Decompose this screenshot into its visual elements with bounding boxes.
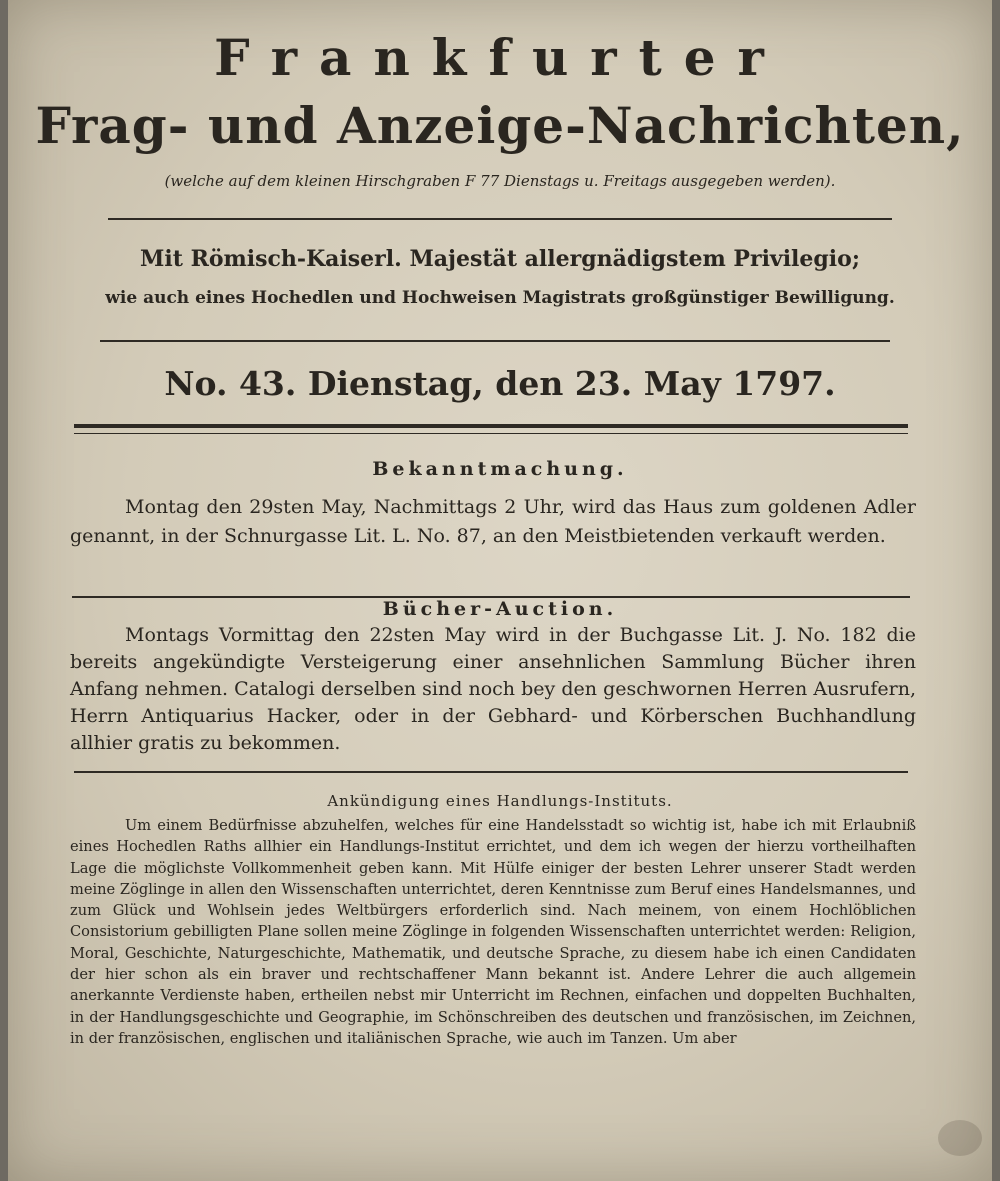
- divider-double-rule-top: [74, 424, 908, 428]
- section-text-bekanntmachung: Montag den 29sten May, Nachmittags 2 Uhr, wird das Haus zum goldenen Adler genannt, in der Schnurgasse Lit. L. No. 87, an den Meistbietenden verkauft werden.: [70, 496, 916, 547]
- masthead-subtitle: (welche auf dem kleinen Hirschgraben F 77 Dienstags u. Freitags ausgegeben werden).: [164, 172, 836, 190]
- divider-rule: [108, 218, 892, 220]
- divider-rule: [74, 771, 908, 773]
- section-text-buecher-auction: Montags Vormittag den 22sten May wird in der Buchgasse Lit. J. No. 182 die bereits angekündigte Versteigerung einer ansehnlichen Sammlung Bücher ihren Anfang nehmen. Catalogi derselben sind noch bey den geschwornen Herren Ausrufern, Herrn Antiquarius Hacker, oder in der Gebhard- und Körberschen Buchhandlung allhier gratis zu bekommen.: [70, 624, 916, 754]
- newspaper-page: [8, 0, 992, 1181]
- section-heading-buecher-auction: Bücher-Auction.: [382, 598, 618, 620]
- paper-stain: [938, 1120, 982, 1156]
- privilege-line-2: wie auch eines Hochedlen und Hochweisen Magistrats großgünstiger Bewilligung.: [105, 288, 895, 308]
- section-text-handlungs-institut: Um einem Bedürfnisse abzuhelfen, welches für eine Handelsstadt so wichtig ist, habe ich mit Erlaubniß eines Hochedlen Raths allhier ein Handlungs-Institut errichtet, und dem ich wegen der hierzu vortheilhaften Lage die möglichste Vollkommenheit geben kann. Mit Hülfe einiger der besten Lehrer unserer Stadt werden meine Zöglinge in allen den Wissenschaften unterrichtet, deren Kenntnisse zum Beruf eines Handelsmannes, und zum Glück und Wohlsein jedes Weltbürgers erforderlich sind. Nach meinem, von einem Hochlöblichen Consistorium gebilligten Plane sollen meine Zöglinge in folgenden Wissenschaften unterrichtet werden: Religion, Moral, Geschichte, Naturgeschichte, Mathematik, und deutsche Sprache, zu diesem habe ich einen Candidaten der hier schon als ein braver und rechtschaffener Mann bekannt ist. Andere Lehrer die auch allgemein anerkannte Verdienste haben, ertheilen nebst mir Unterricht im Rechnen, einfachen und doppelten Buchhalten, in der Handlungsgeschichte und Geographie, im Schönschreiben des deutschen und französischen, im Zeichnen, in der französischen, englischen und italiänischen Sprache, wie auch im Tanzen. Um aber: [70, 817, 916, 1047]
- section-heading-handlungs-institut: Ankündigung eines Handlungs-Instituts.: [327, 792, 673, 810]
- masthead-title-line1: Frankfurter: [214, 28, 786, 87]
- privilege-line-1: Mit Römisch-Kaiserl. Majestät allergnädigstem Privilegio;: [140, 246, 860, 272]
- masthead-title-line2: Frag- und Anzeige-Nachrichten,: [35, 96, 965, 155]
- section-heading-bekanntmachung: Bekanntmachung.: [372, 458, 628, 480]
- divider-double-rule-bottom: [74, 433, 908, 434]
- issue-dateline: No. 43. Dienstag, den 23. May 1797.: [164, 364, 836, 403]
- divider-rule: [100, 340, 890, 342]
